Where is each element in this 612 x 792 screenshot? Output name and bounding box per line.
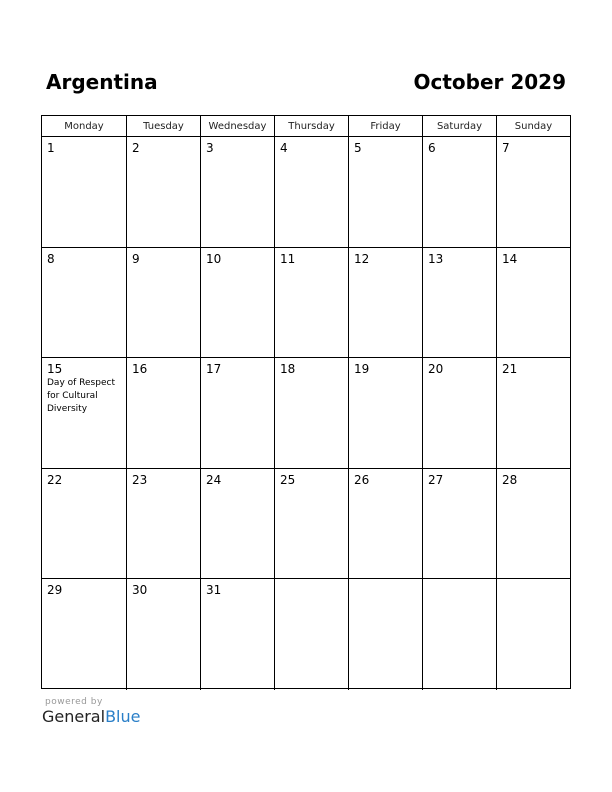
day-cell (423, 579, 497, 690)
day-number: 26 (354, 472, 370, 487)
day-number: 3 (206, 141, 214, 155)
day-cell (349, 469, 423, 580)
day-number: 27 (428, 472, 444, 487)
day-number: 2 (132, 141, 140, 155)
day-number: 5 (354, 141, 362, 155)
day-cell (497, 137, 570, 248)
day-cell (275, 248, 349, 359)
holiday-label: Day of Respect for Cultural Diversity (47, 378, 115, 415)
day-cell (275, 137, 349, 248)
day-cell (349, 248, 423, 359)
day-cell (127, 137, 201, 248)
day-number: 20 (428, 362, 444, 377)
day-cell (349, 137, 423, 248)
weekday-header: Sunday (497, 116, 570, 137)
day-cell (201, 469, 275, 580)
generalblue-logo (42, 707, 140, 726)
day-cell (42, 248, 127, 359)
day-cell (275, 579, 349, 690)
day-cell (42, 358, 127, 469)
day-number: 11 (280, 251, 296, 266)
day-number: 17 (206, 362, 222, 377)
day-cell (201, 358, 275, 469)
weekday-header: Friday (349, 116, 423, 137)
day-cell (423, 248, 497, 359)
day-cell (497, 579, 570, 690)
day-number: 14 (502, 251, 518, 266)
weekday-header: Tuesday (127, 116, 201, 137)
day-number: 28 (502, 472, 518, 487)
day-cell (127, 579, 201, 690)
day-cell (42, 137, 127, 248)
day-number: 16 (132, 362, 148, 377)
powered-by-label: powered by (45, 697, 103, 707)
weekday-header: Saturday (423, 116, 497, 137)
day-cell (423, 358, 497, 469)
day-cell (497, 469, 570, 580)
day-number: 7 (502, 141, 510, 155)
day-cell (201, 579, 275, 690)
day-cell (42, 579, 127, 690)
day-cell (423, 137, 497, 248)
day-number: 21 (502, 362, 518, 377)
day-cell (42, 469, 127, 580)
weekday-header: Wednesday (201, 116, 275, 137)
day-cell (497, 248, 570, 359)
brand-blue: Blue (105, 707, 141, 726)
day-cell (201, 248, 275, 359)
day-number: 19 (354, 362, 370, 377)
brand-general: General (42, 707, 106, 726)
day-number: 4 (280, 141, 288, 155)
day-cell (275, 469, 349, 580)
day-number: 31 (206, 583, 222, 598)
day-cell (349, 358, 423, 469)
day-cell (127, 469, 201, 580)
day-number: 23 (132, 472, 148, 487)
day-cell (127, 358, 201, 469)
day-number: 30 (132, 583, 148, 598)
day-number: 1 (47, 141, 55, 155)
day-number: 6 (428, 141, 436, 155)
day-cell (497, 358, 570, 469)
day-number: 13 (428, 251, 444, 266)
day-number: 12 (354, 251, 370, 266)
day-number: 24 (206, 472, 222, 487)
weekday-header: Thursday (275, 116, 349, 137)
day-number: 15 (47, 362, 63, 377)
day-number: 22 (47, 472, 63, 487)
day-number: 29 (47, 583, 63, 598)
day-number: 9 (132, 251, 140, 266)
country-title: Argentina (46, 70, 158, 94)
day-number: 10 (206, 251, 222, 266)
day-number: 18 (280, 362, 296, 377)
month-title: October 2029 (413, 70, 566, 94)
day-cell (275, 358, 349, 469)
day-cell (423, 469, 497, 580)
day-cell (349, 579, 423, 690)
day-number: 8 (47, 251, 55, 266)
day-cell (127, 248, 201, 359)
calendar-grid (41, 115, 571, 689)
day-number: 25 (280, 472, 296, 487)
day-cell (201, 137, 275, 248)
weekday-header: Monday (42, 116, 127, 137)
